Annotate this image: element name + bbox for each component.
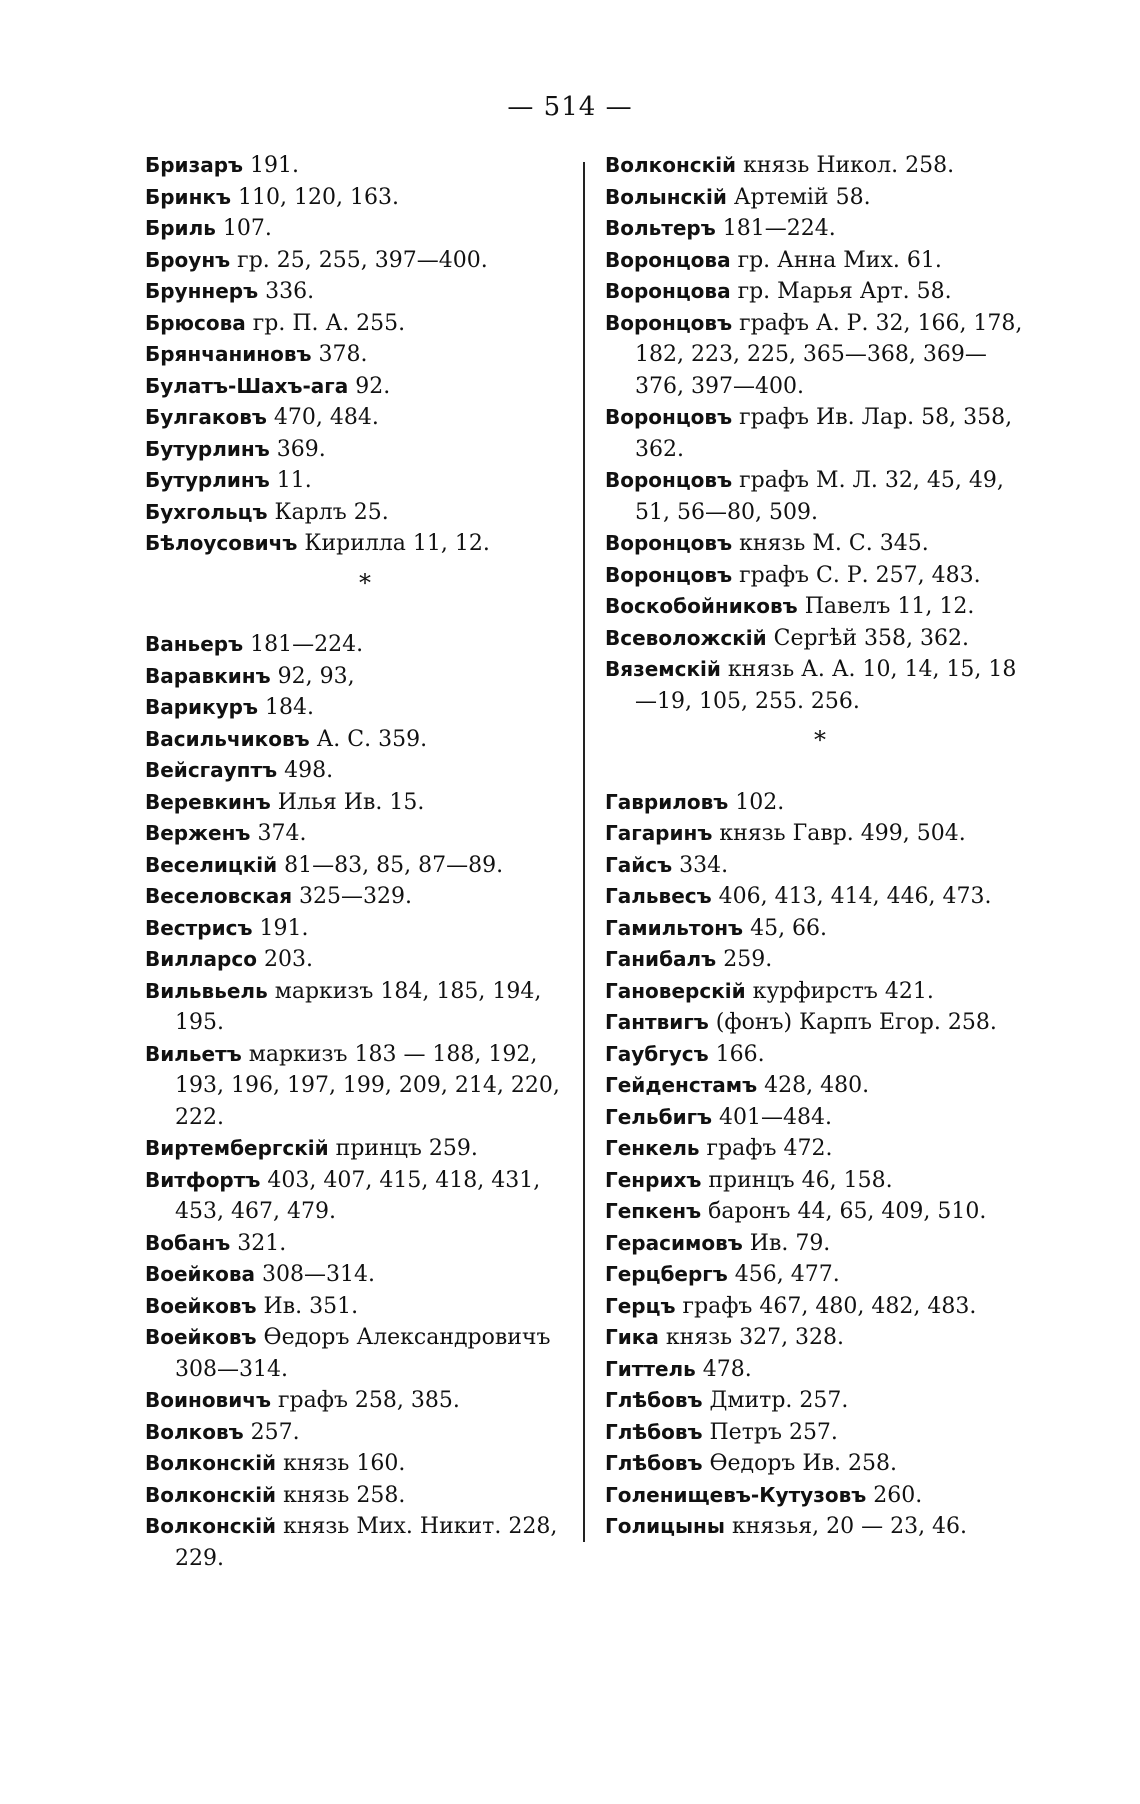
column-divider — [583, 162, 585, 1542]
entry-name: Вилларсо — [145, 947, 257, 971]
index-entry — [605, 1007, 1035, 1039]
left-column — [145, 150, 585, 1574]
index-entry — [145, 402, 585, 434]
entry-name: Веселицкій — [145, 852, 278, 877]
entry-name: Волконскій — [145, 1514, 277, 1538]
index-entry — [605, 881, 1035, 913]
entry-name: Бутурлинъ — [145, 436, 270, 461]
entry-references: князья, 20 — 23, 46. — [724, 1514, 968, 1539]
entry-name: Бризаръ — [145, 153, 244, 177]
index-entry — [145, 213, 585, 245]
entry-name: Вейсгауптъ — [145, 758, 278, 782]
entry-references: князь Гавр. 499, 504. — [712, 821, 966, 846]
entry-name: Варикуръ — [145, 695, 259, 719]
index-entry — [605, 245, 1035, 277]
index-entry — [605, 1448, 1035, 1480]
entry-references: А. С. 359. — [309, 726, 428, 752]
index-entry — [145, 1480, 585, 1512]
entry-references: 403, 407, 415, 418, 431, 453, 467, 479. — [175, 1167, 541, 1224]
entry-name: Виртембергскій — [145, 1136, 329, 1160]
entry-references: 181—224. — [715, 216, 836, 241]
entry-name: Глѣбовъ — [605, 1451, 703, 1475]
entry-name: Генкель — [605, 1136, 700, 1160]
entry-name: Герцъ — [605, 1293, 676, 1318]
index-entry — [145, 1385, 585, 1417]
entry-references: 257. — [243, 1419, 300, 1445]
entry-references: Павелъ 11, 12. — [797, 594, 975, 619]
entry-name: Воиновичъ — [145, 1388, 271, 1412]
entry-references: 334. — [672, 852, 729, 878]
section-separator: * — [359, 568, 371, 597]
entry-references: 191. — [243, 153, 300, 178]
entry-references: князь Никол. 258. — [736, 153, 955, 178]
entry-references: 498. — [277, 758, 334, 783]
entry-name: Броунъ — [145, 247, 231, 272]
index-entry — [605, 1480, 1035, 1512]
index-entry — [605, 1322, 1035, 1354]
index-entry — [605, 150, 1035, 182]
index-entry — [145, 661, 585, 693]
entry-references: Артемій 58. — [726, 184, 871, 210]
entry-references: 308—314. — [255, 1262, 375, 1287]
entry-references: 406, 413, 414, 446, 473. — [711, 884, 992, 909]
index-entry — [145, 724, 585, 756]
index-entry — [605, 1196, 1035, 1228]
entry-name: Воронцовъ — [605, 468, 733, 492]
entry-references: 102. — [728, 789, 785, 815]
entry-references: Илья Ив. 15. — [270, 789, 425, 815]
index-entry — [145, 371, 585, 403]
entry-references: баронъ 44, 65, 409, 510. — [701, 1199, 987, 1224]
entry-references: графъ Ив. Лар. 58, 358, 362. — [635, 405, 1013, 462]
entry-name: Веселовская — [145, 884, 293, 908]
entry-references: 456, 477. — [727, 1262, 840, 1287]
entry-references: (фонъ) Карпъ Егор. 258. — [708, 1010, 997, 1035]
index-entry — [605, 976, 1035, 1008]
entry-references: 92, 93, — [270, 663, 355, 689]
entry-references: князь 327, 328. — [658, 1325, 845, 1350]
entry-name: Воейковъ — [145, 1325, 257, 1349]
entry-name: Гиттель — [605, 1356, 696, 1381]
entry-references: принцъ 259. — [328, 1136, 478, 1161]
entry-name: Булатъ-Шахъ-ага — [145, 373, 349, 398]
index-entry — [605, 623, 1035, 655]
entry-references: Сергѣй 358, 362. — [766, 625, 969, 651]
entry-references: курфирстъ 421. — [745, 978, 934, 1004]
entry-references: графъ С. Р. 257, 483. — [732, 562, 981, 588]
entry-references: 428, 480. — [757, 1073, 870, 1098]
entry-name: Генрихъ — [605, 1167, 702, 1192]
index-entry — [605, 1102, 1035, 1134]
entry-references: графъ 472. — [699, 1136, 833, 1161]
entry-name: Воронцовъ — [605, 405, 733, 429]
index-entry — [605, 1259, 1035, 1291]
entry-name: Гальвесъ — [605, 884, 712, 908]
index-entry — [605, 560, 1035, 592]
index-group-v-continued — [605, 150, 1035, 717]
entry-name: Гейденстамъ — [605, 1073, 758, 1097]
index-entry — [145, 1511, 585, 1574]
index-entry — [145, 1039, 585, 1134]
entry-references: 45, 66. — [743, 915, 828, 941]
entry-references: гр. П. А. 255. — [245, 310, 406, 336]
index-entry — [605, 818, 1035, 850]
entry-name: Варавкинъ — [145, 663, 271, 688]
index-entry — [605, 591, 1035, 623]
index-entry — [145, 497, 585, 529]
entry-name: Гепкенъ — [605, 1199, 702, 1223]
entry-references: графъ 258, 385. — [271, 1388, 460, 1413]
entry-name: Гамильтонъ — [605, 915, 744, 940]
index-entry — [145, 528, 585, 560]
index-entry — [145, 339, 585, 371]
index-entry — [145, 629, 585, 661]
entry-references: 378. — [311, 342, 368, 367]
entry-name: Бѣлоусовичъ — [145, 531, 298, 555]
section-separator: * — [814, 726, 826, 754]
entry-name: Витфортъ — [145, 1167, 261, 1192]
index-entry — [145, 818, 585, 850]
entry-name: Воронцовъ — [605, 562, 733, 587]
entry-references: 166. — [708, 1041, 765, 1067]
page-number: — 514 — — [507, 92, 633, 122]
entry-references: 401—484. — [712, 1104, 833, 1130]
index-entry — [145, 1259, 585, 1291]
entry-name: Воронцовъ — [605, 310, 733, 335]
index-entry — [605, 402, 1035, 465]
entry-references: князь М. С. 345. — [732, 531, 929, 556]
index-entry — [145, 692, 585, 724]
entry-references: Кирилла 11, 12. — [297, 531, 490, 556]
entry-name: Голенищевъ-Кутузовъ — [605, 1482, 867, 1507]
index-entry — [145, 308, 585, 340]
entry-references: 336. — [258, 279, 315, 304]
entry-name: Гайсъ — [605, 852, 673, 877]
entry-name: Волынскій — [605, 184, 727, 209]
index-entry — [605, 528, 1035, 560]
entry-name: Воейковъ — [145, 1293, 257, 1318]
entry-references: графъ М. Л. 32, 45, 49, 51, 56—80, 509. — [635, 468, 1004, 525]
index-entry — [605, 1165, 1035, 1197]
entry-references: 374. — [250, 821, 307, 846]
entry-name: Брюсова — [145, 310, 246, 335]
index-entry — [605, 1039, 1035, 1071]
index-entry — [605, 1385, 1035, 1417]
index-entry — [605, 654, 1035, 717]
entry-references: 110, 120, 163. — [231, 184, 399, 210]
entry-references: графъ 467, 480, 482, 483. — [675, 1293, 977, 1319]
entry-references: 203. — [256, 947, 313, 972]
entry-name: Воронцова — [605, 247, 731, 272]
entry-name: Ваньеръ — [145, 632, 244, 656]
index-entry — [145, 787, 585, 819]
index-entry — [145, 1291, 585, 1323]
index-entry — [605, 1291, 1035, 1323]
entry-name: Вильвьель — [145, 978, 268, 1003]
entry-references: 81—83, 85, 87—89. — [277, 852, 504, 878]
entry-name: Гановерскій — [605, 978, 746, 1003]
entry-name: Вильетъ — [145, 1041, 242, 1066]
index-entry — [605, 182, 1035, 214]
index-entry — [145, 850, 585, 882]
index-entry — [145, 1228, 585, 1260]
entry-references: 191. — [252, 915, 309, 941]
index-entry — [605, 465, 1035, 528]
entry-name: Волковъ — [145, 1419, 244, 1444]
index-entry — [145, 276, 585, 308]
entry-references: принцъ 46, 158. — [701, 1167, 893, 1193]
right-column — [605, 150, 1035, 1543]
index-entry — [145, 1133, 585, 1165]
entry-references: маркизъ 184, 185, 194, 195. — [175, 978, 542, 1035]
entry-references: Өедоръ Александровичъ 308—314. — [175, 1325, 551, 1382]
index-entry — [605, 850, 1035, 882]
index-entry — [145, 1417, 585, 1449]
index-entry — [145, 465, 585, 497]
entry-name: Глѣбовъ — [605, 1388, 703, 1412]
entry-references: 470, 484. — [266, 405, 379, 430]
entry-references: Карлъ 25. — [267, 499, 389, 525]
index-entry — [605, 787, 1035, 819]
entry-references: 478. — [695, 1356, 752, 1382]
index-entry — [605, 213, 1035, 245]
index-entry — [605, 1417, 1035, 1449]
index-entry — [605, 944, 1035, 976]
index-entry — [145, 755, 585, 787]
entry-name: Бринкъ — [145, 184, 231, 209]
entry-name: Вестрисъ — [145, 915, 253, 940]
index-entry — [145, 1448, 585, 1480]
entry-name: Герасимовъ — [605, 1230, 743, 1255]
entry-references: графъ А. Р. 32, 166, 178, 182, 223, 225, 365—368, 369—376, 397—400. — [635, 310, 1023, 399]
entry-name: Гика — [605, 1325, 659, 1349]
entry-name: Гаубгусъ — [605, 1041, 709, 1066]
entry-name: Гагаринъ — [605, 821, 713, 845]
entry-name: Глѣбовъ — [605, 1419, 703, 1444]
index-entry — [605, 1354, 1035, 1386]
entry-name: Васильчиковъ — [145, 726, 310, 751]
entry-name: Гантвигъ — [605, 1010, 709, 1034]
entry-references: князь Мих. Никит. 228, 229. — [175, 1514, 558, 1571]
entry-references: гр. Марья Арт. 58. — [730, 279, 952, 304]
index-entry — [605, 1511, 1035, 1543]
index-entry — [145, 913, 585, 945]
entry-name: Воейкова — [145, 1262, 256, 1286]
entry-name: Всеволожскій — [605, 625, 767, 650]
entry-references: 260. — [866, 1482, 923, 1508]
entry-name: Волконскій — [145, 1482, 277, 1507]
entry-name: Воронцовъ — [605, 531, 733, 555]
entry-references: 107. — [215, 216, 272, 241]
entry-references: князь 160. — [276, 1451, 406, 1476]
entry-name: Бутурлинъ — [145, 468, 270, 492]
entry-references: Дмитр. 257. — [702, 1388, 849, 1413]
index-group-g — [605, 787, 1035, 1543]
index-entry — [605, 308, 1035, 403]
entry-references: 369. — [269, 436, 326, 462]
entry-name: Голицыны — [605, 1514, 725, 1538]
entry-name: Волконскій — [605, 153, 737, 177]
entry-references: Ив. 79. — [742, 1230, 831, 1256]
entry-references: 321. — [230, 1230, 287, 1256]
entry-name: Воронцова — [605, 279, 731, 303]
index-entry — [605, 1070, 1035, 1102]
index-entry — [605, 1133, 1035, 1165]
entry-name: Вобанъ — [145, 1230, 231, 1255]
entry-name: Веревкинъ — [145, 789, 271, 814]
entry-references: маркизъ 183 — 188, 192, 193, 196, 197, 199, 209, 214, 220, 222. — [175, 1041, 560, 1130]
entry-references: 259. — [716, 947, 773, 972]
entry-name: Ганибалъ — [605, 947, 717, 971]
index-group-b — [145, 150, 585, 560]
entry-references: 184. — [258, 695, 315, 720]
entry-name: Гавриловъ — [605, 789, 729, 814]
entry-name: Бухгольцъ — [145, 499, 268, 524]
entry-name: Воскобойниковъ — [605, 594, 798, 618]
entry-references: Өедоръ Ив. 258. — [702, 1451, 897, 1476]
entry-references: 92. — [348, 373, 391, 399]
index-entry — [145, 1165, 585, 1228]
entry-references: Петръ 257. — [702, 1419, 838, 1445]
index-entry — [145, 976, 585, 1039]
index-entry — [145, 881, 585, 913]
index-entry — [145, 182, 585, 214]
index-entry — [145, 944, 585, 976]
entry-name: Верженъ — [145, 821, 251, 845]
entry-references: 11. — [269, 468, 312, 493]
entry-references: 325—329. — [292, 884, 413, 909]
index-group-v — [145, 629, 585, 1574]
entry-name: Брянчаниновъ — [145, 342, 312, 366]
index-entry — [605, 913, 1035, 945]
entry-name: Гельбигъ — [605, 1104, 713, 1129]
entry-references: князь А. А. 10, 14, 15, 18—19, 105, 255. 256. — [635, 657, 1017, 714]
entry-references: гр. 25, 255, 397—400. — [230, 247, 488, 273]
entry-name: Вольтеръ — [605, 216, 716, 240]
entry-name: Бруннеръ — [145, 279, 259, 303]
entry-references: 181—224. — [243, 632, 364, 657]
entry-references: князь 258. — [276, 1482, 406, 1508]
index-entry — [145, 434, 585, 466]
entry-references: гр. Анна Мих. 61. — [730, 247, 942, 273]
entry-references: Ив. 351. — [256, 1293, 359, 1319]
entry-name: Вяземскій — [605, 657, 721, 681]
index-entry — [145, 150, 585, 182]
index-entry — [605, 1228, 1035, 1260]
index-entry — [605, 276, 1035, 308]
index-entry — [145, 245, 585, 277]
entry-name: Булгаковъ — [145, 405, 267, 429]
index-entry — [145, 1322, 585, 1385]
entry-name: Волконскій — [145, 1451, 277, 1475]
entry-name: Бриль — [145, 216, 216, 240]
entry-name: Герцбергъ — [605, 1262, 728, 1286]
